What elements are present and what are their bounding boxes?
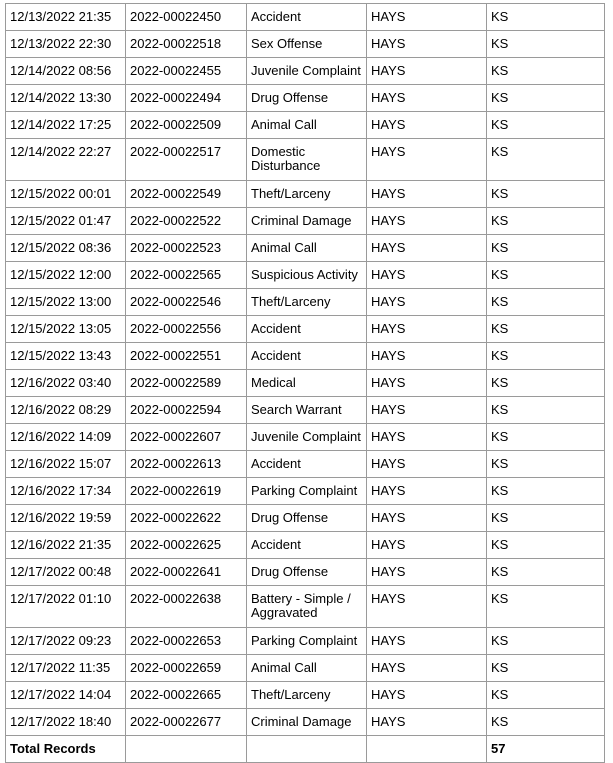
cell-city: HAYS bbox=[367, 709, 487, 736]
cell-incident-type: Animal Call bbox=[247, 235, 367, 262]
cell-incident-type: Search Warrant bbox=[247, 397, 367, 424]
table-row bbox=[6, 58, 605, 85]
cell-case-number: 2022-00022450 bbox=[126, 4, 247, 31]
cell-city: HAYS bbox=[367, 289, 487, 316]
cell-state: KS bbox=[487, 451, 605, 478]
cell-datetime: 12/16/2022 17:34 bbox=[6, 478, 126, 505]
cell-datetime: 12/16/2022 03:40 bbox=[6, 370, 126, 397]
cell-incident-type: Accident bbox=[247, 316, 367, 343]
cell-incident-type: Animal Call bbox=[247, 112, 367, 139]
cell-datetime: 12/15/2022 13:00 bbox=[6, 289, 126, 316]
cell-case-number: 2022-00022556 bbox=[126, 316, 247, 343]
cell-incident-type: Domestic Disturbance bbox=[247, 139, 367, 181]
cell-city: HAYS bbox=[367, 682, 487, 709]
table-row bbox=[6, 682, 605, 709]
cell-state: KS bbox=[487, 31, 605, 58]
cell-datetime: 12/15/2022 12:00 bbox=[6, 262, 126, 289]
cell-state: KS bbox=[487, 505, 605, 532]
cell-datetime: 12/15/2022 13:05 bbox=[6, 316, 126, 343]
records-table bbox=[5, 3, 605, 763]
cell-state: KS bbox=[487, 709, 605, 736]
cell-datetime: 12/16/2022 14:09 bbox=[6, 424, 126, 451]
table-row bbox=[6, 451, 605, 478]
cell-state: KS bbox=[487, 397, 605, 424]
cell-state: KS bbox=[487, 139, 605, 181]
cell-state: KS bbox=[487, 181, 605, 208]
cell-incident-type: Accident bbox=[247, 532, 367, 559]
cell-case-number: 2022-00022622 bbox=[126, 505, 247, 532]
table-row bbox=[6, 628, 605, 655]
cell-incident-type: Suspicious Activity bbox=[247, 262, 367, 289]
cell-case-number: 2022-00022659 bbox=[126, 655, 247, 682]
cell-incident-type: Criminal Damage bbox=[247, 208, 367, 235]
cell-city: HAYS bbox=[367, 262, 487, 289]
cell-case-number: 2022-00022665 bbox=[126, 682, 247, 709]
cell-datetime: 12/17/2022 09:23 bbox=[6, 628, 126, 655]
table-row bbox=[6, 655, 605, 682]
total-count: 57 bbox=[487, 736, 605, 763]
cell-city: HAYS bbox=[367, 235, 487, 262]
cell-case-number: 2022-00022638 bbox=[126, 586, 247, 628]
table-row bbox=[6, 31, 605, 58]
table-row bbox=[6, 235, 605, 262]
total-label: Total Records bbox=[6, 736, 126, 763]
cell-city: HAYS bbox=[367, 316, 487, 343]
cell-datetime: 12/15/2022 00:01 bbox=[6, 181, 126, 208]
cell-state: KS bbox=[487, 58, 605, 85]
cell-case-number: 2022-00022619 bbox=[126, 478, 247, 505]
cell-state: KS bbox=[487, 478, 605, 505]
table-row bbox=[6, 289, 605, 316]
cell-city: HAYS bbox=[367, 478, 487, 505]
cell-incident-type: Medical bbox=[247, 370, 367, 397]
cell-state: KS bbox=[487, 112, 605, 139]
table-row bbox=[6, 208, 605, 235]
cell-state: KS bbox=[487, 316, 605, 343]
cell-datetime: 12/13/2022 22:30 bbox=[6, 31, 126, 58]
cell-city: HAYS bbox=[367, 31, 487, 58]
cell-case-number: 2022-00022549 bbox=[126, 181, 247, 208]
cell-city: HAYS bbox=[367, 505, 487, 532]
cell-datetime: 12/15/2022 01:47 bbox=[6, 208, 126, 235]
cell-case-number: 2022-00022523 bbox=[126, 235, 247, 262]
cell-datetime: 12/17/2022 00:48 bbox=[6, 559, 126, 586]
cell-city: HAYS bbox=[367, 586, 487, 628]
cell-city: HAYS bbox=[367, 139, 487, 181]
cell-state: KS bbox=[487, 370, 605, 397]
cell-incident-type: Drug Offense bbox=[247, 559, 367, 586]
cell-city: HAYS bbox=[367, 58, 487, 85]
cell-state: KS bbox=[487, 655, 605, 682]
cell-case-number: 2022-00022607 bbox=[126, 424, 247, 451]
cell-city: HAYS bbox=[367, 85, 487, 112]
table-row bbox=[6, 370, 605, 397]
cell-incident-type: Parking Complaint bbox=[247, 478, 367, 505]
table-row bbox=[6, 4, 605, 31]
cell-datetime: 12/17/2022 18:40 bbox=[6, 709, 126, 736]
table-row bbox=[6, 559, 605, 586]
cell-case-number: 2022-00022551 bbox=[126, 343, 247, 370]
cell-case-number: 2022-00022589 bbox=[126, 370, 247, 397]
table-row bbox=[6, 478, 605, 505]
cell-city: HAYS bbox=[367, 559, 487, 586]
cell-case-number: 2022-00022641 bbox=[126, 559, 247, 586]
cell-city: HAYS bbox=[367, 628, 487, 655]
cell-case-number: 2022-00022518 bbox=[126, 31, 247, 58]
cell-datetime: 12/16/2022 21:35 bbox=[6, 532, 126, 559]
cell-city: HAYS bbox=[367, 4, 487, 31]
cell-state: KS bbox=[487, 208, 605, 235]
cell-city: HAYS bbox=[367, 112, 487, 139]
cell-state: KS bbox=[487, 262, 605, 289]
cell-case-number: 2022-00022565 bbox=[126, 262, 247, 289]
cell-datetime: 12/13/2022 21:35 bbox=[6, 4, 126, 31]
cell-incident-type: Animal Call bbox=[247, 655, 367, 682]
cell-incident-type: Accident bbox=[247, 343, 367, 370]
cell-datetime: 12/17/2022 14:04 bbox=[6, 682, 126, 709]
table-row bbox=[6, 316, 605, 343]
cell-datetime: 12/16/2022 15:07 bbox=[6, 451, 126, 478]
cell-datetime: 12/17/2022 11:35 bbox=[6, 655, 126, 682]
cell-incident-type: Accident bbox=[247, 4, 367, 31]
table-row bbox=[6, 586, 605, 628]
table-row bbox=[6, 343, 605, 370]
cell-city: HAYS bbox=[367, 397, 487, 424]
cell-case-number: 2022-00022625 bbox=[126, 532, 247, 559]
cell-incident-type: Parking Complaint bbox=[247, 628, 367, 655]
cell-city: HAYS bbox=[367, 451, 487, 478]
records-body bbox=[6, 4, 605, 736]
cell-case-number: 2022-00022546 bbox=[126, 289, 247, 316]
table-row bbox=[6, 424, 605, 451]
table-row bbox=[6, 85, 605, 112]
cell-incident-type: Drug Offense bbox=[247, 85, 367, 112]
cell-datetime: 12/16/2022 08:29 bbox=[6, 397, 126, 424]
cell-incident-type: Juvenile Complaint bbox=[247, 424, 367, 451]
table-row bbox=[6, 397, 605, 424]
cell-case-number: 2022-00022509 bbox=[126, 112, 247, 139]
cell-case-number: 2022-00022522 bbox=[126, 208, 247, 235]
table-row bbox=[6, 505, 605, 532]
cell-case-number: 2022-00022653 bbox=[126, 628, 247, 655]
cell-city: HAYS bbox=[367, 532, 487, 559]
cell-state: KS bbox=[487, 424, 605, 451]
cell-incident-type: Sex Offense bbox=[247, 31, 367, 58]
cell-datetime: 12/14/2022 13:30 bbox=[6, 85, 126, 112]
cell-state: KS bbox=[487, 85, 605, 112]
cell-incident-type: Theft/Larceny bbox=[247, 289, 367, 316]
table-row bbox=[6, 181, 605, 208]
cell-incident-type: Juvenile Complaint bbox=[247, 58, 367, 85]
cell-datetime: 12/17/2022 01:10 bbox=[6, 586, 126, 628]
cell-incident-type: Theft/Larceny bbox=[247, 181, 367, 208]
cell-datetime: 12/16/2022 19:59 bbox=[6, 505, 126, 532]
cell-case-number: 2022-00022594 bbox=[126, 397, 247, 424]
table-row bbox=[6, 532, 605, 559]
cell-incident-type: Drug Offense bbox=[247, 505, 367, 532]
cell-case-number: 2022-00022517 bbox=[126, 139, 247, 181]
cell-city: HAYS bbox=[367, 424, 487, 451]
cell-case-number: 2022-00022613 bbox=[126, 451, 247, 478]
cell-state: KS bbox=[487, 628, 605, 655]
cell-state: KS bbox=[487, 235, 605, 262]
cell-case-number: 2022-00022455 bbox=[126, 58, 247, 85]
cell-incident-type: Accident bbox=[247, 451, 367, 478]
table-row bbox=[6, 139, 605, 181]
cell-state: KS bbox=[487, 289, 605, 316]
cell-state: KS bbox=[487, 4, 605, 31]
table-row bbox=[6, 262, 605, 289]
cell-case-number: 2022-00022677 bbox=[126, 709, 247, 736]
cell-city: HAYS bbox=[367, 208, 487, 235]
cell-state: KS bbox=[487, 532, 605, 559]
cell-incident-type: Theft/Larceny bbox=[247, 682, 367, 709]
cell-state: KS bbox=[487, 682, 605, 709]
cell-state: KS bbox=[487, 559, 605, 586]
cell-incident-type: Battery - Simple / Aggravated bbox=[247, 586, 367, 628]
cell-city: HAYS bbox=[367, 370, 487, 397]
cell-datetime: 12/15/2022 13:43 bbox=[6, 343, 126, 370]
cell-datetime: 12/14/2022 22:27 bbox=[6, 139, 126, 181]
cell-case-number: 2022-00022494 bbox=[126, 85, 247, 112]
table-row bbox=[6, 112, 605, 139]
cell-city: HAYS bbox=[367, 655, 487, 682]
cell-datetime: 12/14/2022 08:56 bbox=[6, 58, 126, 85]
cell-city: HAYS bbox=[367, 343, 487, 370]
table-row bbox=[6, 709, 605, 736]
cell-state: KS bbox=[487, 343, 605, 370]
cell-incident-type: Criminal Damage bbox=[247, 709, 367, 736]
cell-datetime: 12/15/2022 08:36 bbox=[6, 235, 126, 262]
cell-datetime: 12/14/2022 17:25 bbox=[6, 112, 126, 139]
cell-city: HAYS bbox=[367, 181, 487, 208]
cell-state: KS bbox=[487, 586, 605, 628]
